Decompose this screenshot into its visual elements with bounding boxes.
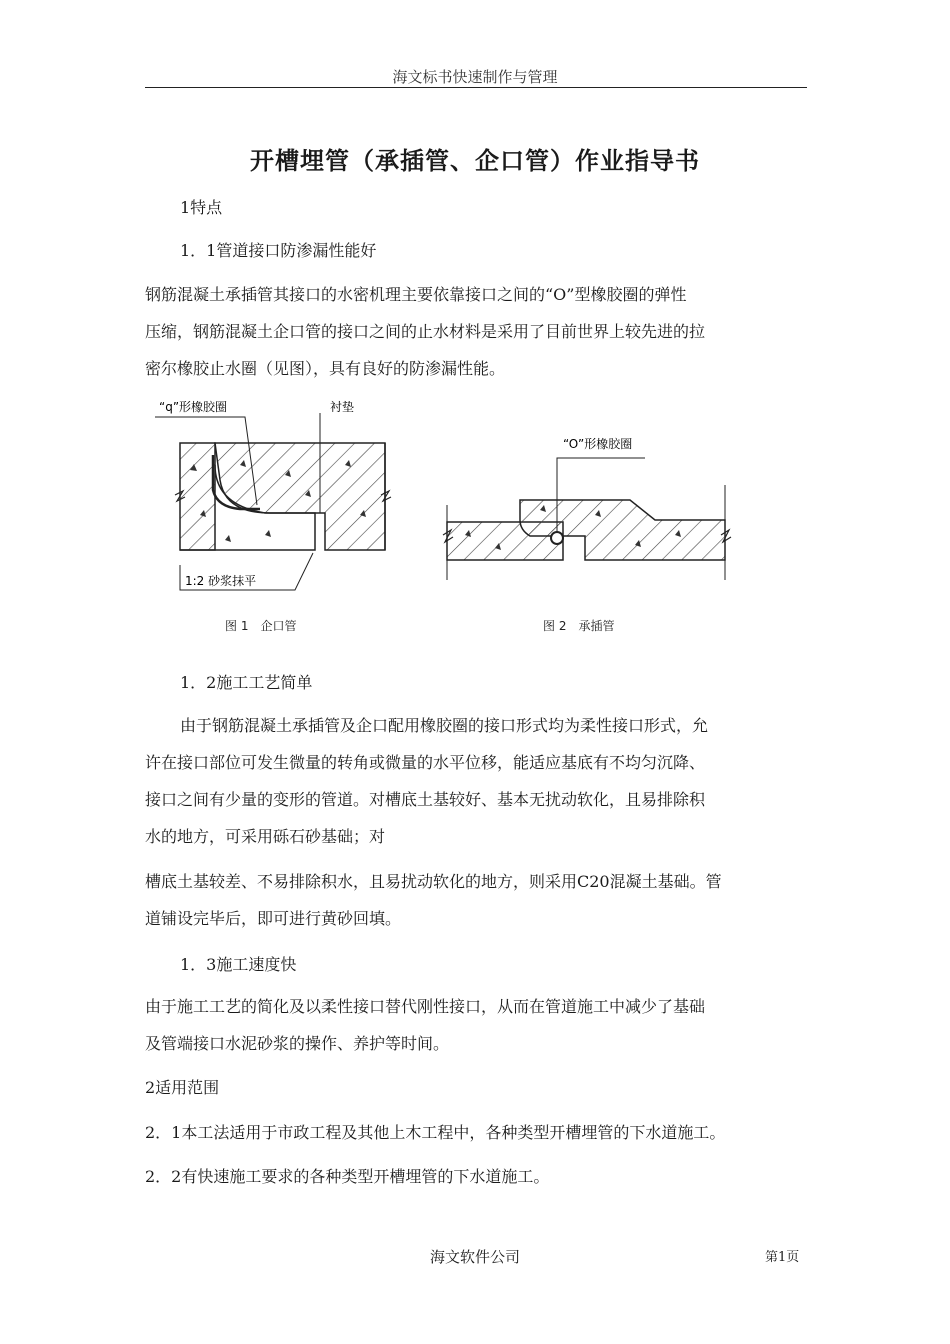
section-heading-1: 1特点 bbox=[180, 198, 223, 217]
paragraph-line: 槽底土基较差、不易排除积水，且易扰动软化的地方，则采用C20混凝土基础。管 bbox=[145, 872, 722, 891]
section-item-2-2: 2．2有快速施工要求的各种类型开槽埋管的下水道施工。 bbox=[145, 1167, 550, 1186]
document-title: 开槽埋管（承插管、企口管）作业指导书 bbox=[250, 147, 700, 175]
paragraph-line: 压缩，钢筋混凝土企口管的接口之间的止水材料是采用了目前世界上较先进的拉 bbox=[145, 322, 706, 341]
paragraph-line: 接口之间有少量的变形的管道。对槽底土基较好、基本无扰动软化，且易排除积 bbox=[145, 790, 706, 809]
paragraph-line: 密尔橡胶止水圈（见图），具有良好的防渗漏性能。 bbox=[145, 359, 506, 378]
figure-2-caption: 图 2 承插管 bbox=[543, 619, 615, 633]
figure-1-label-mortar: 1:2 砂浆抹平 bbox=[185, 574, 257, 588]
paragraph-line: 钢筋混凝土承插管其接口的水密机理主要依靠接口之间的“O”型橡胶圈的弹性 bbox=[145, 285, 687, 304]
figure-tongue-groove-pipe bbox=[145, 395, 415, 640]
footer-page-number: 第1页 bbox=[765, 1250, 800, 1265]
section-heading-2: 2适用范围 bbox=[145, 1078, 220, 1097]
paragraph-line: 许在接口部位可发生微量的转角或微量的水平位移，能适应基底有不均匀沉降、 bbox=[145, 753, 706, 772]
paragraph-line: 由于钢筋混凝土承插管及企口配用橡胶圈的接口形式均为柔性接口形式，允 bbox=[180, 716, 709, 735]
figure-2-label-o-ring: “O”形橡胶圈 bbox=[563, 437, 633, 451]
paragraph-line: 道铺设完毕后，即可进行黄砂回填。 bbox=[145, 909, 402, 928]
section-heading-1-3: 1．3施工速度快 bbox=[180, 955, 297, 974]
figure-1-label-pad: 衬垫 bbox=[330, 400, 355, 414]
paragraph-line: 及管端接口水泥砂浆的操作、养护等时间。 bbox=[145, 1034, 450, 1053]
footer-company: 海文软件公司 bbox=[429, 1248, 520, 1266]
paragraph-line: 由于施工工艺的简化及以柔性接口替代刚性接口，从而在管道施工中减少了基础 bbox=[145, 997, 706, 1016]
figure-1-label-q-gasket: “q”形橡胶圈 bbox=[159, 400, 228, 414]
page-header: 海文标书快速制作与管理 bbox=[392, 68, 558, 86]
section-item-2-1: 2．1本工法适用于市政工程及其他上木工程中，各种类型开槽埋管的下水道施工。 bbox=[145, 1123, 726, 1142]
paragraph-line: 水的地方，可采用砾石砂基础；对 bbox=[145, 827, 386, 846]
figure-socket-pipe bbox=[435, 430, 735, 580]
figure-1-caption: 图 1 企口管 bbox=[225, 619, 297, 633]
section-heading-1-1: 1．1管道接口防渗漏性能好 bbox=[180, 241, 377, 260]
section-heading-1-2: 1．2施工工艺简单 bbox=[180, 673, 313, 692]
header-divider bbox=[145, 87, 807, 88]
